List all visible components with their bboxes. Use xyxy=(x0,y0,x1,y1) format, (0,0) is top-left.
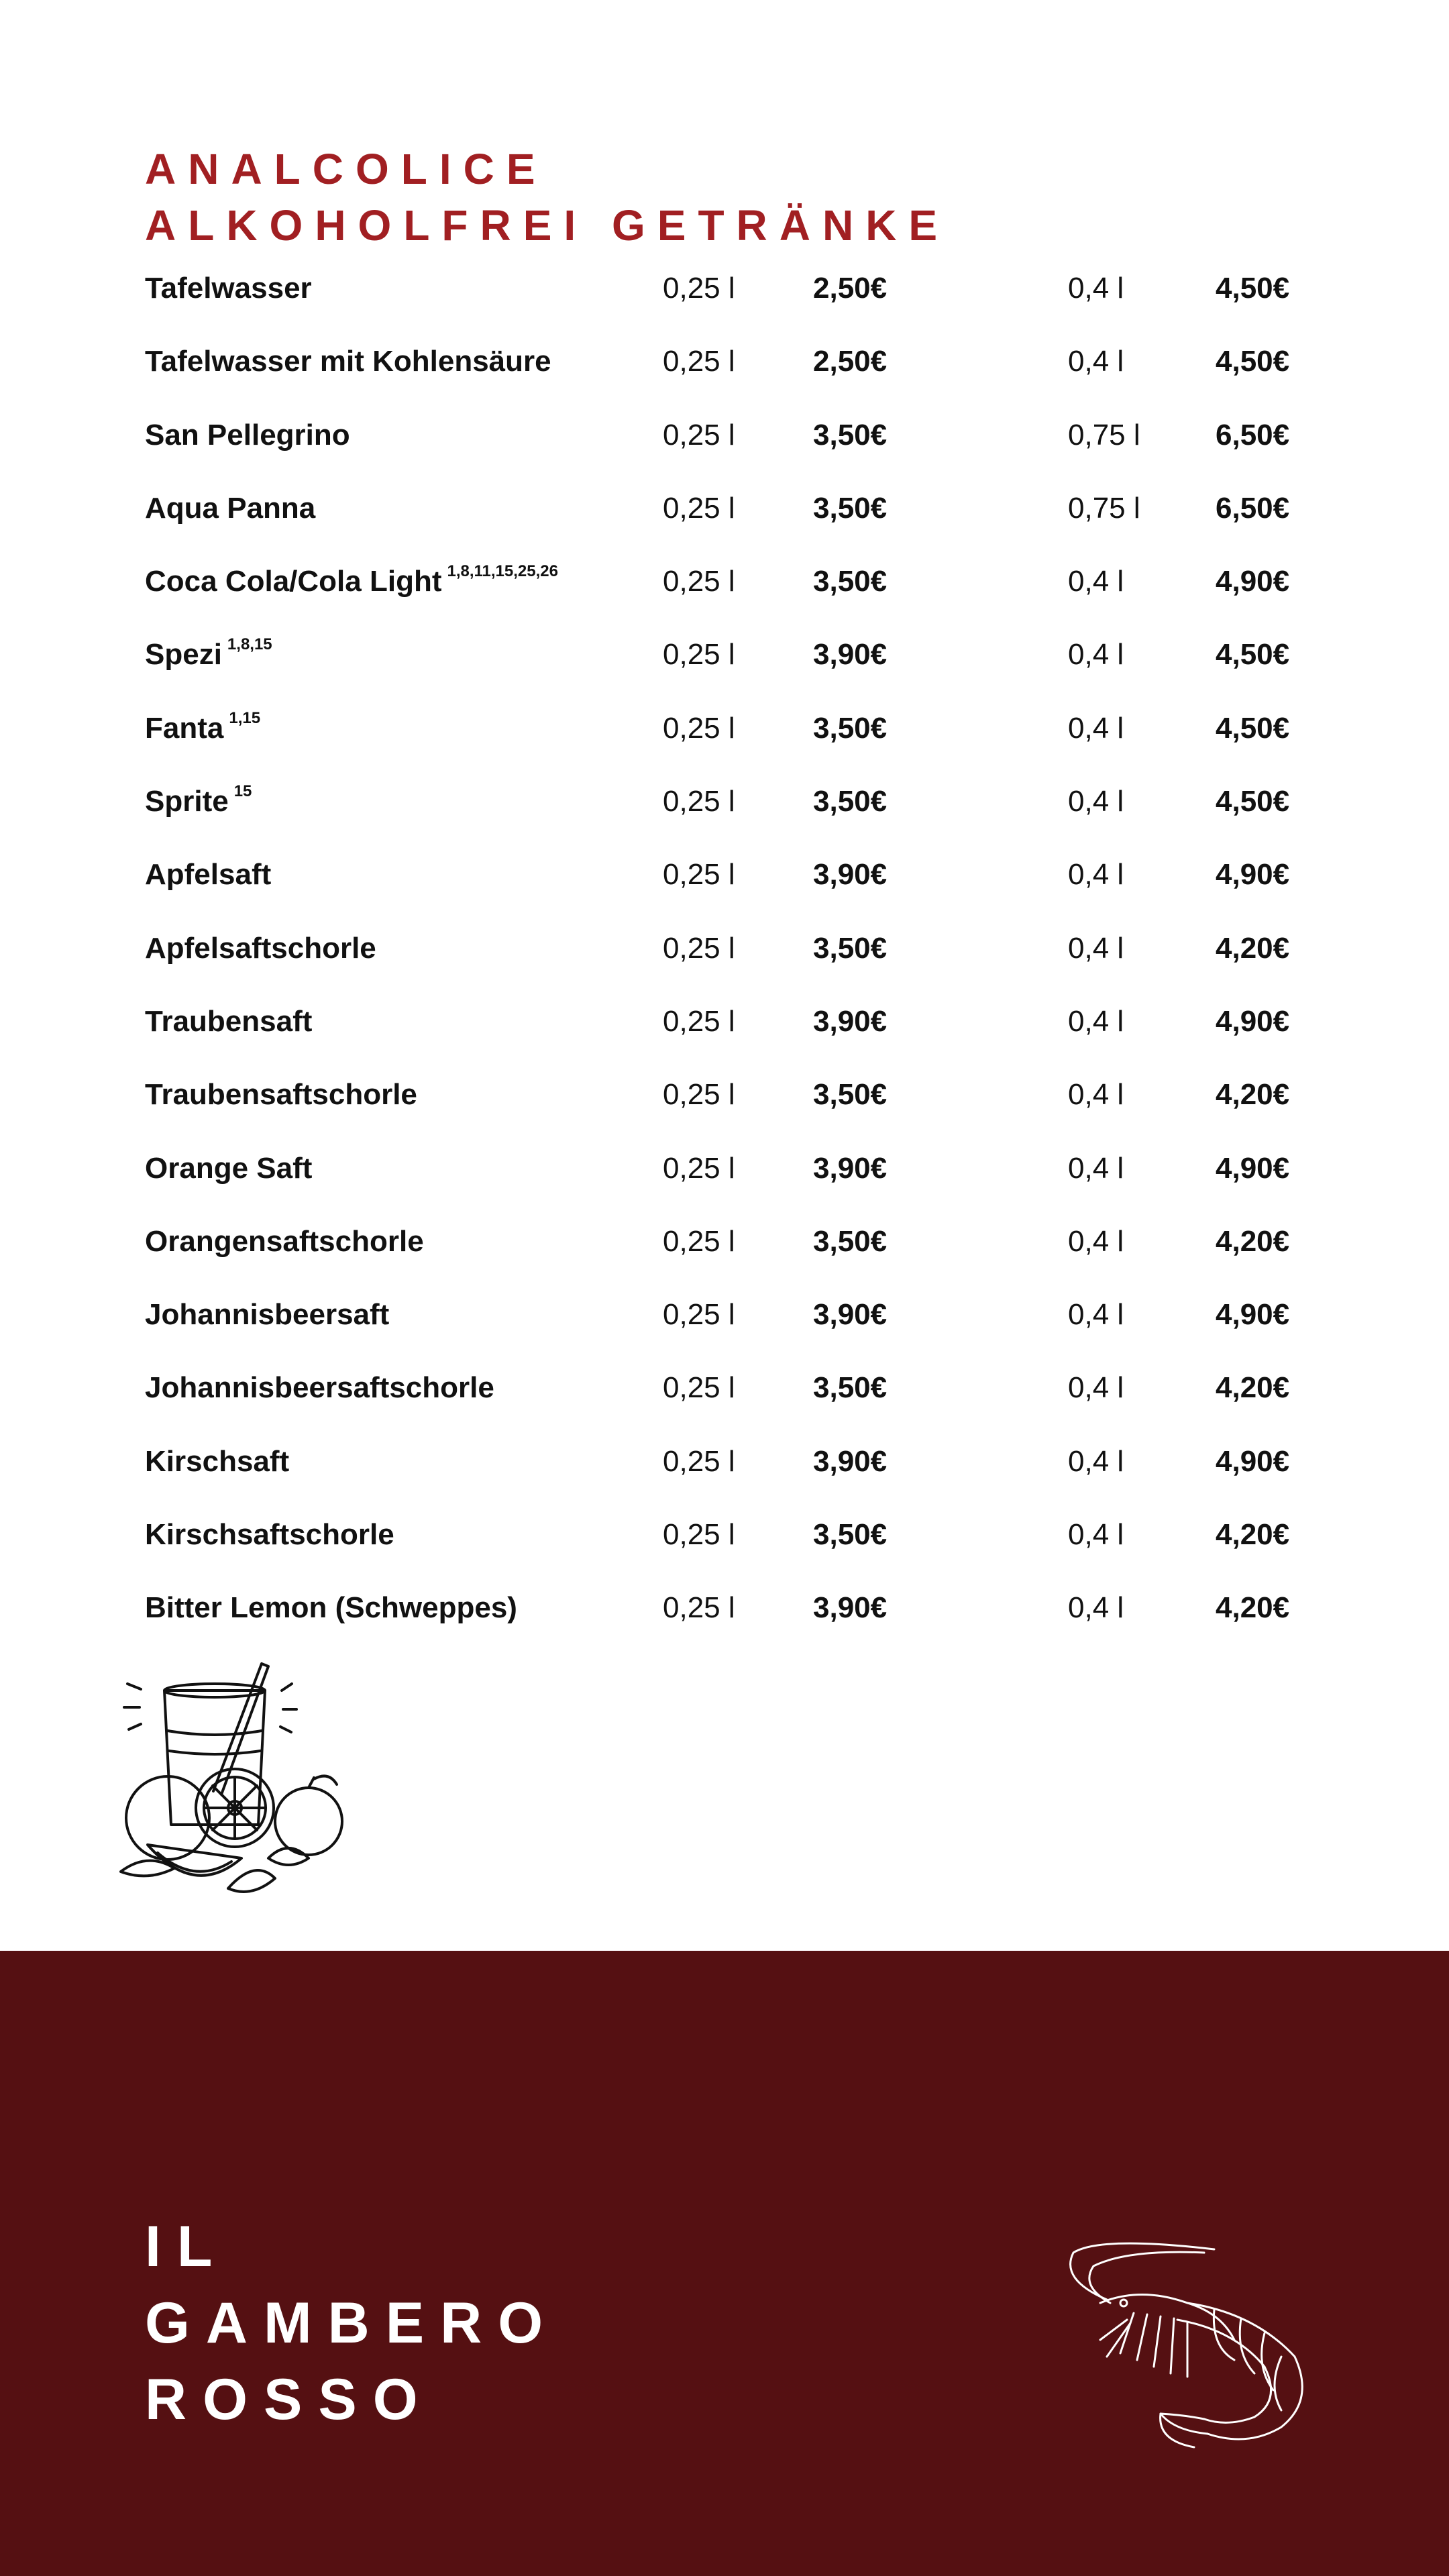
large-volume: 0,75 l xyxy=(1068,491,1140,525)
menu-row xyxy=(145,1515,1326,1588)
drink-name-text: Aqua Panna xyxy=(145,491,316,525)
menu-row xyxy=(145,268,1326,341)
small-price: 2,50€ xyxy=(813,272,888,305)
large-price: 4,20€ xyxy=(1216,1518,1290,1552)
menu-row xyxy=(145,1148,1326,1222)
large-volume: 0,4 l xyxy=(1068,1591,1124,1625)
small-price: 3,50€ xyxy=(813,1078,888,1112)
large-price: 6,50€ xyxy=(1216,491,1290,525)
drink-name xyxy=(145,1002,312,1042)
large-volume: 0,4 l xyxy=(1068,931,1124,965)
large-price: 4,90€ xyxy=(1216,1004,1290,1038)
shrimp-icon xyxy=(1060,2239,1315,2454)
brand-line-2: GAMBERO xyxy=(145,2291,559,2355)
large-volume: 0,4 l xyxy=(1068,638,1124,672)
footer-band xyxy=(0,1951,1449,2576)
small-volume: 0,25 l xyxy=(663,1151,735,1185)
menu-row xyxy=(145,1588,1326,1661)
small-price: 2,50€ xyxy=(813,345,888,378)
large-volume: 0,4 l xyxy=(1068,1444,1124,1478)
drink-name-text: San Pellegrino xyxy=(145,418,350,451)
menu-row xyxy=(145,488,1326,561)
large-price: 4,90€ xyxy=(1216,858,1290,892)
drink-name-text: Traubensaftschorle xyxy=(145,1078,417,1112)
large-volume: 0,4 l xyxy=(1068,272,1124,305)
large-volume: 0,4 l xyxy=(1068,1004,1124,1038)
small-volume: 0,25 l xyxy=(663,1078,735,1112)
menu-row xyxy=(145,1295,1326,1368)
large-volume: 0,4 l xyxy=(1068,1224,1124,1258)
drink-name-text: Tafelwasser mit Kohlensäure xyxy=(145,345,551,378)
drink-name-text: Traubensaft xyxy=(145,1004,313,1038)
small-volume: 0,25 l xyxy=(663,858,735,892)
small-volume: 0,25 l xyxy=(663,272,735,305)
drink-name xyxy=(145,708,260,749)
small-volume: 0,25 l xyxy=(663,931,735,965)
large-price: 4,20€ xyxy=(1216,1224,1290,1258)
small-price: 3,50€ xyxy=(813,931,888,965)
drink-name-text: Tafelwasser xyxy=(145,272,312,305)
drink-name xyxy=(145,1148,312,1189)
small-volume: 0,25 l xyxy=(663,785,735,818)
heading-line-italian: ANALCOLICE xyxy=(145,145,547,193)
drink-name-text: Apfelsaftschorle xyxy=(145,931,376,965)
drink-name xyxy=(145,415,350,455)
drink-name xyxy=(145,341,551,382)
drink-name xyxy=(145,635,272,675)
allergen-footnote: 1,8,11,15,25,26 xyxy=(447,562,558,581)
drink-name-text: Orangensaftschorle xyxy=(145,1224,424,1258)
allergen-footnote: 1,15 xyxy=(229,708,261,727)
large-price: 4,50€ xyxy=(1216,345,1290,378)
menu-row xyxy=(145,415,1326,488)
large-price: 4,90€ xyxy=(1216,1298,1290,1332)
small-volume: 0,25 l xyxy=(663,1444,735,1478)
small-price: 3,50€ xyxy=(813,565,888,598)
small-volume: 0,25 l xyxy=(663,491,735,525)
drink-name xyxy=(145,1515,394,1555)
menu-row xyxy=(145,635,1326,708)
large-volume: 0,4 l xyxy=(1068,1151,1124,1185)
menu-row xyxy=(145,782,1326,855)
heading-line-german: ALKOHOLFREI GETRÄNKE xyxy=(145,201,950,250)
large-volume: 0,75 l xyxy=(1068,418,1140,451)
menu-row xyxy=(145,1222,1326,1295)
drink-name-text: Sprite xyxy=(145,785,229,818)
drink-name xyxy=(145,488,315,529)
small-price: 3,50€ xyxy=(813,1371,888,1405)
large-volume: 0,4 l xyxy=(1068,785,1124,818)
large-price: 4,50€ xyxy=(1216,638,1290,672)
drink-name xyxy=(145,268,312,309)
drink-name-text: Johannisbeersaftschorle xyxy=(145,1371,494,1405)
drink-name-text: Spezi xyxy=(145,638,222,672)
large-price: 4,20€ xyxy=(1216,1591,1290,1625)
small-volume: 0,25 l xyxy=(663,418,735,451)
small-price: 3,90€ xyxy=(813,1444,888,1478)
large-volume: 0,4 l xyxy=(1068,1518,1124,1552)
drink-name xyxy=(145,855,271,895)
drink-name-text: Fanta xyxy=(145,711,224,745)
large-volume: 0,4 l xyxy=(1068,1298,1124,1332)
large-volume: 0,4 l xyxy=(1068,711,1124,745)
menu-row xyxy=(145,1075,1326,1148)
small-volume: 0,25 l xyxy=(663,1591,735,1625)
drink-name xyxy=(145,1442,289,1482)
large-price: 4,20€ xyxy=(1216,931,1290,965)
menu-row xyxy=(145,341,1326,415)
menu-row xyxy=(145,1368,1326,1441)
drink-name-text: Johannisbeersaft xyxy=(145,1298,390,1332)
large-price: 4,90€ xyxy=(1216,1444,1290,1478)
menu-row xyxy=(145,708,1326,782)
large-volume: 0,4 l xyxy=(1068,565,1124,598)
large-volume: 0,4 l xyxy=(1068,1078,1124,1112)
menu-row xyxy=(145,1442,1326,1515)
large-price: 6,50€ xyxy=(1216,418,1290,451)
small-price: 3,90€ xyxy=(813,1298,888,1332)
menu-row xyxy=(145,1002,1326,1075)
menu-heading xyxy=(145,141,949,254)
small-volume: 0,25 l xyxy=(663,1518,735,1552)
large-volume: 0,4 l xyxy=(1068,1371,1124,1405)
drinks-menu-list xyxy=(145,268,1326,1662)
small-price: 3,90€ xyxy=(813,1591,888,1625)
drink-name-text: Orange Saft xyxy=(145,1151,313,1185)
restaurant-name xyxy=(145,2208,559,2438)
drink-name xyxy=(145,1368,494,1408)
drink-name-text: Bitter Lemon (Schweppes) xyxy=(145,1591,517,1625)
drink-name xyxy=(145,782,252,822)
drink-name xyxy=(145,928,376,969)
small-price: 3,50€ xyxy=(813,711,888,745)
large-price: 4,20€ xyxy=(1216,1078,1290,1112)
small-volume: 0,25 l xyxy=(663,1004,735,1038)
small-volume: 0,25 l xyxy=(663,345,735,378)
small-price: 3,50€ xyxy=(813,785,888,818)
small-price: 3,90€ xyxy=(813,638,888,672)
drink-name xyxy=(145,1075,417,1115)
large-price: 4,50€ xyxy=(1216,272,1290,305)
small-volume: 0,25 l xyxy=(663,1298,735,1332)
small-price: 3,90€ xyxy=(813,858,888,892)
drink-name xyxy=(145,1222,424,1262)
drink-name-text: Kirschsaftschorle xyxy=(145,1518,394,1552)
small-volume: 0,25 l xyxy=(663,1371,735,1405)
large-price: 4,50€ xyxy=(1216,711,1290,745)
small-volume: 0,25 l xyxy=(663,638,735,672)
large-price: 4,20€ xyxy=(1216,1371,1290,1405)
drink-name xyxy=(145,1295,389,1335)
small-price: 3,90€ xyxy=(813,1004,888,1038)
menu-row xyxy=(145,855,1326,928)
small-volume: 0,25 l xyxy=(663,565,735,598)
small-price: 3,50€ xyxy=(813,418,888,451)
small-price: 3,50€ xyxy=(813,1224,888,1258)
drink-name-text: Coca Cola/Cola Light xyxy=(145,565,442,598)
drink-name-text: Apfelsaft xyxy=(145,858,272,892)
drink-name xyxy=(145,561,558,602)
juice-glass-with-oranges-icon xyxy=(101,1657,362,1912)
allergen-footnote: 1,8,15 xyxy=(227,635,272,654)
drink-name-text: Kirschsaft xyxy=(145,1444,290,1478)
large-price: 4,50€ xyxy=(1216,785,1290,818)
small-volume: 0,25 l xyxy=(663,711,735,745)
brand-line-3: ROSSO xyxy=(145,2367,434,2432)
small-volume: 0,25 l xyxy=(663,1224,735,1258)
menu-row xyxy=(145,561,1326,635)
drink-name xyxy=(145,1588,517,1628)
large-volume: 0,4 l xyxy=(1068,858,1124,892)
large-price: 4,90€ xyxy=(1216,565,1290,598)
small-price: 3,90€ xyxy=(813,1151,888,1185)
large-volume: 0,4 l xyxy=(1068,345,1124,378)
small-price: 3,50€ xyxy=(813,491,888,525)
menu-row xyxy=(145,928,1326,1002)
large-price: 4,90€ xyxy=(1216,1151,1290,1185)
allergen-footnote: 15 xyxy=(233,782,252,801)
brand-line-1: IL xyxy=(145,2214,229,2279)
small-price: 3,50€ xyxy=(813,1518,888,1552)
